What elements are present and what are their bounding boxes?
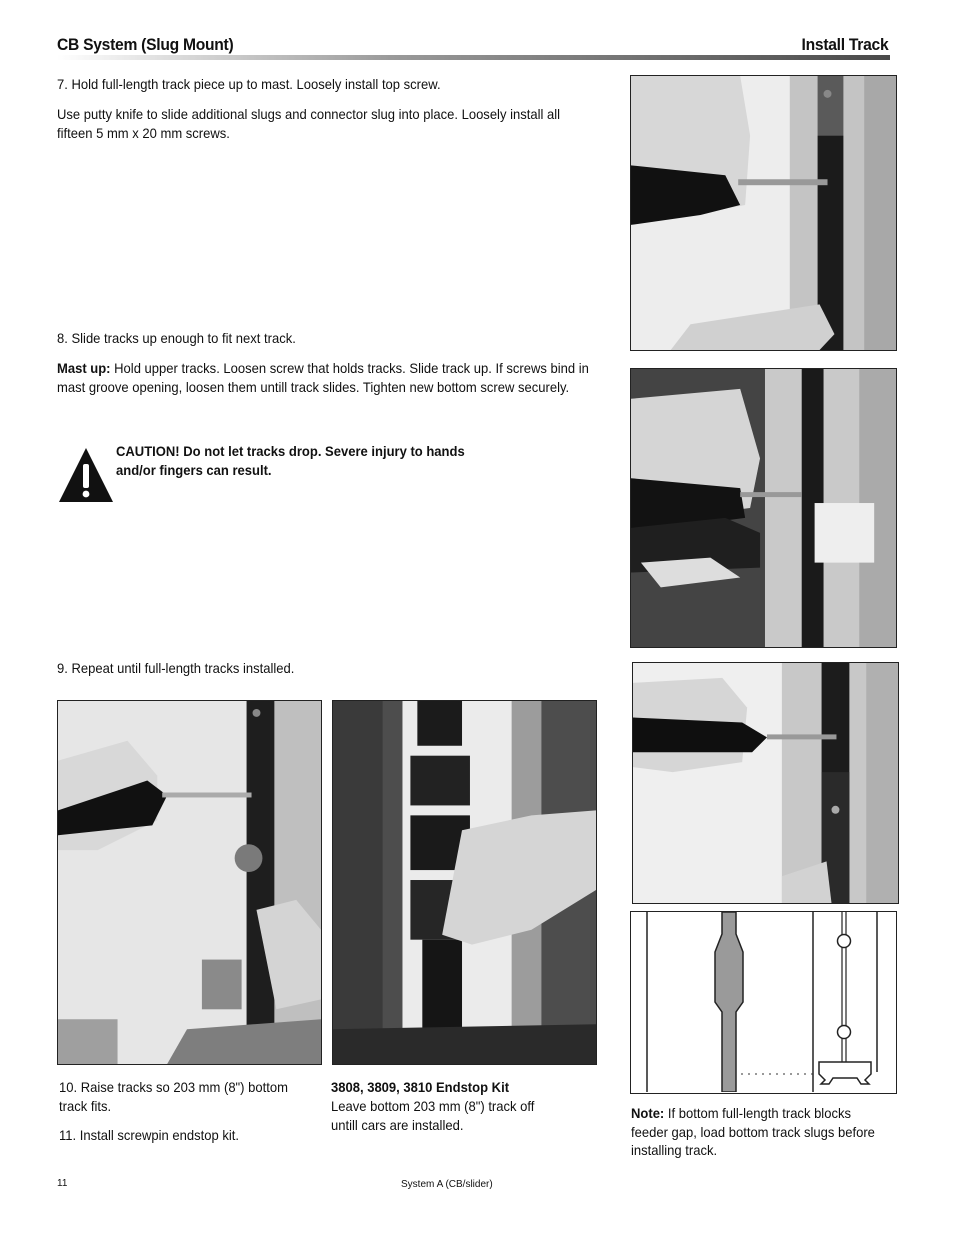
photo-tighten-screw: [632, 662, 899, 904]
warning-triangle-icon: [57, 446, 115, 504]
section-title: CB System (Slug Mount): [57, 35, 234, 54]
page-title: Install Track: [801, 35, 888, 54]
photo-slide-track-up: [630, 368, 897, 648]
note-label: Note:: [631, 1105, 665, 1121]
mast-up-label: Mast up:: [57, 360, 111, 376]
feeder-gap-diagram: [630, 911, 897, 1094]
photo-raise-tracks: [57, 700, 322, 1065]
note-text: [631, 1104, 891, 1160]
photo-install-top-screw: [630, 75, 897, 351]
endstop-kit-text: Leave bottom 203 mm (8") track off untill cars are installed.: [331, 1098, 535, 1133]
note-body: If bottom full-length track blocks feeder gap, load bottom track slugs before installing track.: [631, 1105, 875, 1158]
footer-text: System A (CB/slider): [401, 1179, 493, 1190]
step-9-text: 9. Repeat until full-length tracks installed.: [57, 660, 295, 676]
step-8-text: 8. Slide tracks up enough to fit next track.: [57, 330, 296, 346]
step-7-text: 7. Hold full-length track piece up to mast. Loosely install top screw.: [57, 76, 441, 92]
photo-endstop-kit: [332, 700, 597, 1065]
step-8-detail: [57, 359, 601, 396]
step-10-text: 10. Raise tracks so 203 mm (8") bottom track fits.: [59, 1079, 288, 1114]
endstop-kit-title: 3808, 3809, 3810 Endstop Kit: [331, 1079, 510, 1095]
header-rule: [57, 55, 890, 60]
caution-text: CAUTION! Do not let tracks drop. Severe injury to hands and/or fingers can result.: [116, 443, 465, 478]
page-number: 11: [57, 1178, 68, 1189]
mast-up-text: Hold upper tracks. Loosen screw that holds tracks. Slide track up. If screws bind in mast groove opening, loosen them untill track slides. Tighten new bottom screw securely.: [57, 360, 589, 395]
step-7-detail: Use putty knife to slide additional slugs and connector slug into place. Loosely install all fifteen 5 mm x 20 mm screws.: [57, 106, 561, 141]
step-11-text: 11. Install screwpin endstop kit.: [59, 1127, 239, 1143]
